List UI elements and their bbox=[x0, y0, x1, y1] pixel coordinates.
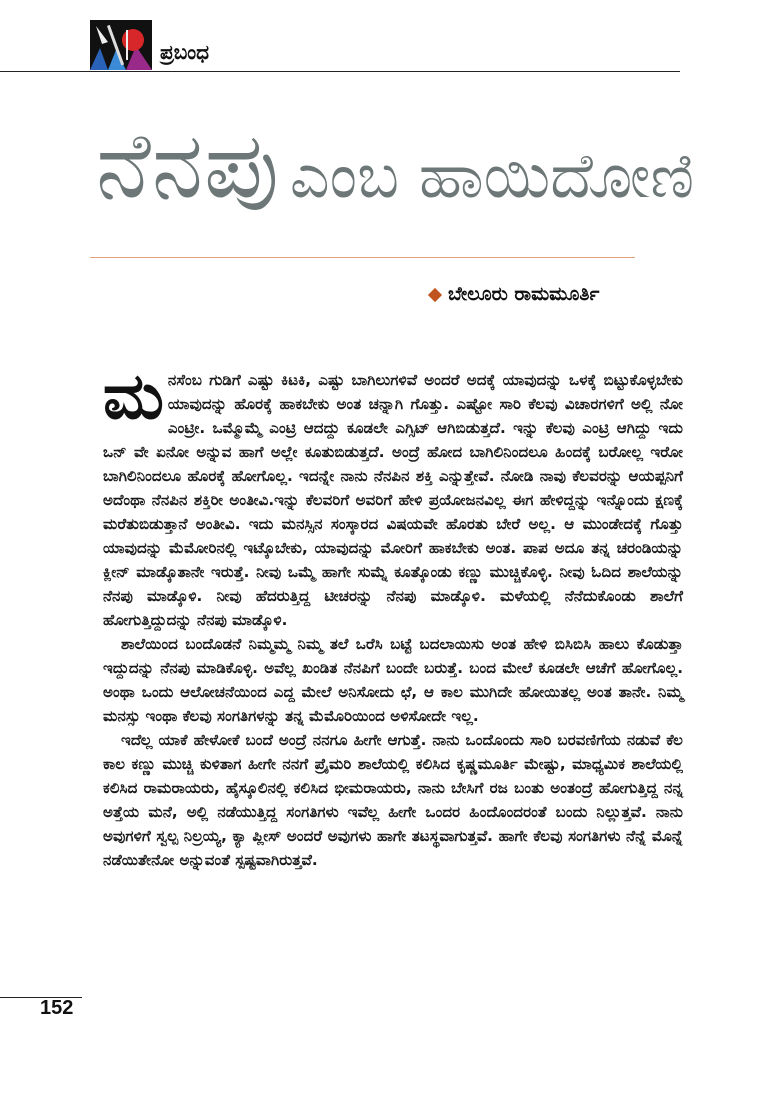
section-label: ಪ್ರಬಂಧ bbox=[160, 40, 210, 64]
paragraph-text: ನಸೆಂಬ ಗುಡಿಗೆ ಎಷ್ಟು ಕಿಟಕಿ, ಎಷ್ಟು ಬಾಗಿಲುಗಳಿವೆ ಅಂದರೆ ಅದಕ್ಕೆ ಯಾವುದನ್ನು ಒಳಕ್ಕೆ ಬಿಟ್ಟುಕೊಳ್ಳಬೇಕು ಯಾವುದನ್ನು ಹೊರಕ್ಕೆ ಹಾಕಬೇಕು ಅಂತ ಚನ್ನಾಗಿ ಗೊತ್ತು. ಎಷ್ಟೋ ಸಾರಿ ಕೆಲವು ವಿಚಾರಗಳಿಗೆ ಅಲ್ಲಿ ನೋ ಎಂಟ್ರೀ. ಒಮ್ಮೊಮ್ಮೆ ಎಂಟ್ರಿ ಆದದ್ದು ಕೂಡಲೇ ಎಗ್ಸಿಟ್ ಆಗಿಬಿಡುತ್ತದೆ. ಇನ್ನು ಕೆಲವು ಎಂಟ್ರಿ ಆಗಿದ್ದು ಇದು ಒನ್ ವೇ ಏನೋ ಅನ್ನುವ ಹಾಗೆ ಅಲ್ಲೇ ಕೂತುಬಿಡುತ್ತದೆ. ಅಂದ್ರೆ ಹೋದ ಬಾಗಿಲಿನಿಂದಲೂ ಹಿಂದಕ್ಕೆ ಬರೋಲ್ಲ ಇರೋ ಬಾಗಿಲಿನಿಂದಲೂ ಹೊರಕ್ಕೆ ಹೋಗೊಲ್ಲ. ಇದನ್ನೇ ನಾನು ನೆನಪಿನ ಶಕ್ತಿ ಎನ್ನುತ್ತೇವೆ. ನೋಡಿ ನಾವು ಕೆಲವರನ್ನು ಆಯಪ್ಪನಿಗೆ ಅದೆಂಥಾ ನೆನಪಿನ ಶಕ್ತಿರೀ ಅಂತೀವಿ.ಇನ್ನು ಕೆಲವರಿಗೆ ಅವರಿಗೆ ಹೇಳಿ ಪ್ರಯೋಜನವಿಲ್ಲ ಈಗ ಹೇಳಿದ್ದನ್ನು ಇನ್ನೊಂದು ಕ್ಷಣಕ್ಕೆ ಮರೆತುಬಿಡುತ್ತಾನೆ ಅಂತೀವಿ. ಇದು ಮನಸ್ಸಿನ ಸಂಸ್ಕಾರದ ವಿಷಯವೇ ಹೊರತು ಬೇರೆ ಅಲ್ಲ. ಆ ಮುಂಡೇದಕ್ಕೆ ಗೊತ್ತು ಯಾವುದನ್ನು ಮೆಮೋರಿನಲ್ಲಿ ಇಟ್ಕೊಬೇಕು, ಯಾವುದನ್ನು ಮೋರಿಗೆ ಹಾಕಬೇಕು ಅಂತ. ಪಾಪ ಅದೂ ತನ್ನ ಚರಂಡಿಯನ್ನು ಕ್ಲೀನ್ ಮಾಡ್ಕೊತಾನೇ ಇರುತ್ತೆ. ನೀವು ಒಮ್ಮೆ ಹಾಗೇ ಸುಮ್ನೆ ಕೂತ್ಕೊಂಡು ಕಣ್ಣು ಮುಚ್ಚಿಕೊಳ್ಳಿ. ನೀವು ಓದಿದ ಶಾಲೆಯನ್ನು ನೆನಪು ಮಾಡ್ಕೊಳಿ. ನೀವು ಹೆದರುತ್ತಿದ್ದ ಟೀಚರನ್ನು ನೆನಪು ಮಾಡ್ಕೊಳಿ. ಮಳೆಯಲ್ಲಿ ನೆನೆದುಕೊಂಡು ಶಾಲೆಗೆ ಹೋಗುತ್ತಿದ್ದುದನ್ನು ನೆನಪು ಮಾಡ್ಕೊಳಿ. bbox=[103, 371, 683, 629]
paragraph: ಇದೆಲ್ಲ ಯಾಕೆ ಹೇಳೋಕೆ ಬಂದೆ ಅಂದ್ರೆ ನನಗೂ ಹೀಗೇ ಆಗುತ್ತೆ. ನಾನು ಒಂದೊಂದು ಸಾರಿ ಬರವಣಿಗೆಯ ನಡುವೆ ಕೆಲ ಕಾಲ ಕಣ್ಣು ಮುಚ್ಚಿ ಕುಳಿತಾಗ ಹೀಗೇ ನನಗೆ ಪ್ರೈಮರಿ ಶಾಲೆಯಲ್ಲಿ ಕಲಿಸಿದ ಕೃಷ್ಣಮೂರ್ತಿ ಮೇಷ್ಟು, ಮಾಧ್ಯಮಿಕ ಶಾಲೆಯಲ್ಲಿ ಕಲಿಸಿದ ರಾಮರಾಯರು, ಹೈಸ್ಕೂಲಿನಲ್ಲಿ ಕಲಿಸಿದ ಭೀಮರಾಯರು, ನಾನು ಬೇಸಿಗೆ ರಜ ಬಂತು ಅಂತಂದ್ರೆ ಹೋಗುತ್ತಿದ್ದ ನನ್ನ ಅತ್ತೆಯ ಮನೆ, ಅಲ್ಲಿ ನಡೆಯುತ್ತಿದ್ದ ಸಂಗತಿಗಳು ಇವೆಲ್ಲ ಹೀಗೇ ಒಂದರ ಹಿಂದೊಂದರಂತೆ ಬಂದು ನಿಲ್ಲುತ್ತವೆ. ನಾನು ಅವುಗಳಿಗೆ ಸ್ವಲ್ಪ ನಿಲ್ರಯ್ಯ, ಕ್ಯಾ ಪ್ಲೀಸ್ ಅಂದರೆ ಅವುಗಳು ಹಾಗೇ ತಟಸ್ಥವಾಗುತ್ತವೆ. ಹಾಗೇ ಕೆಲವು ಸಂಗತಿಗಳು ನೆನ್ನೆ ಮೊನ್ನೆ ನಡೆಯಿತೇನೋ ಅನ್ನುವಂತೆ ಸ್ಪಷ್ಟವಾಗಿರುತ್ತವೆ. bbox=[103, 731, 683, 869]
diamond-bullet-icon bbox=[428, 287, 442, 301]
article-body bbox=[103, 360, 683, 872]
paragraph bbox=[103, 360, 683, 632]
paragraph: ಶಾಲೆಯಿಂದ ಬಂದೊಡನೆ ನಿಮ್ಮಮ್ಮ ನಿಮ್ಮ ತಲೆ ಒರೆಸಿ ಬಟ್ಟೆ ಬದಲಾಯಿಸು ಅಂತ ಹೇಳಿ ಬಿಸಿಬಿಸಿ ಹಾಲು ಕೊಡುತ್ತಾ ಇದ್ದುದನ್ನು ನೆನಪು ಮಾಡಿಕೊಳ್ಳಿ. ಅವೆಲ್ಲ ಖಂಡಿತ ನೆನಪಿಗೆ ಬಂದೇ ಬರುತ್ತೆ. ಬಂದ ಮೇಲೆ ಕೂಡಲೇ ಆಚೆಗೆ ಹೋಗೊಲ್ಲ. ಅಂಥಾ ಒಂದು ಆಲೋಚನೆಯಿಂದ ಎದ್ದ ಮೇಲೆ ಅನಿಸೋದು ಛೆ, ಆ ಕಾಲ ಮುಗಿದೇ ಹೋಯಿತಲ್ಲ ಅಂತ ತಾನೇ. ನಿಮ್ಮ ಮನಸ್ಸು ಇಂಥಾ ಕೆಲವು ಸಂಗತಿಗಳನ್ನು ತನ್ನ ಮೆಮೊರಿಯಿಂದ ಅಳಿಸೋದೇ ಇಲ್ಲ. bbox=[103, 635, 683, 725]
header-divider bbox=[0, 71, 680, 72]
title-divider bbox=[90, 257, 635, 258]
drop-cap: ಮ bbox=[103, 360, 164, 434]
page-number: 152 bbox=[40, 997, 74, 1019]
article-title bbox=[96, 112, 716, 252]
title-rest: ಎಂಬ ಹಾಯಿದೋಣಿ bbox=[289, 139, 695, 212]
magazine-logo-icon bbox=[90, 20, 152, 70]
byline bbox=[430, 283, 599, 305]
title-main: ನೆನಪು bbox=[96, 112, 280, 219]
author-name: ಬೇಲೂರು ರಾಮಮೂರ್ತಿ bbox=[448, 283, 600, 305]
